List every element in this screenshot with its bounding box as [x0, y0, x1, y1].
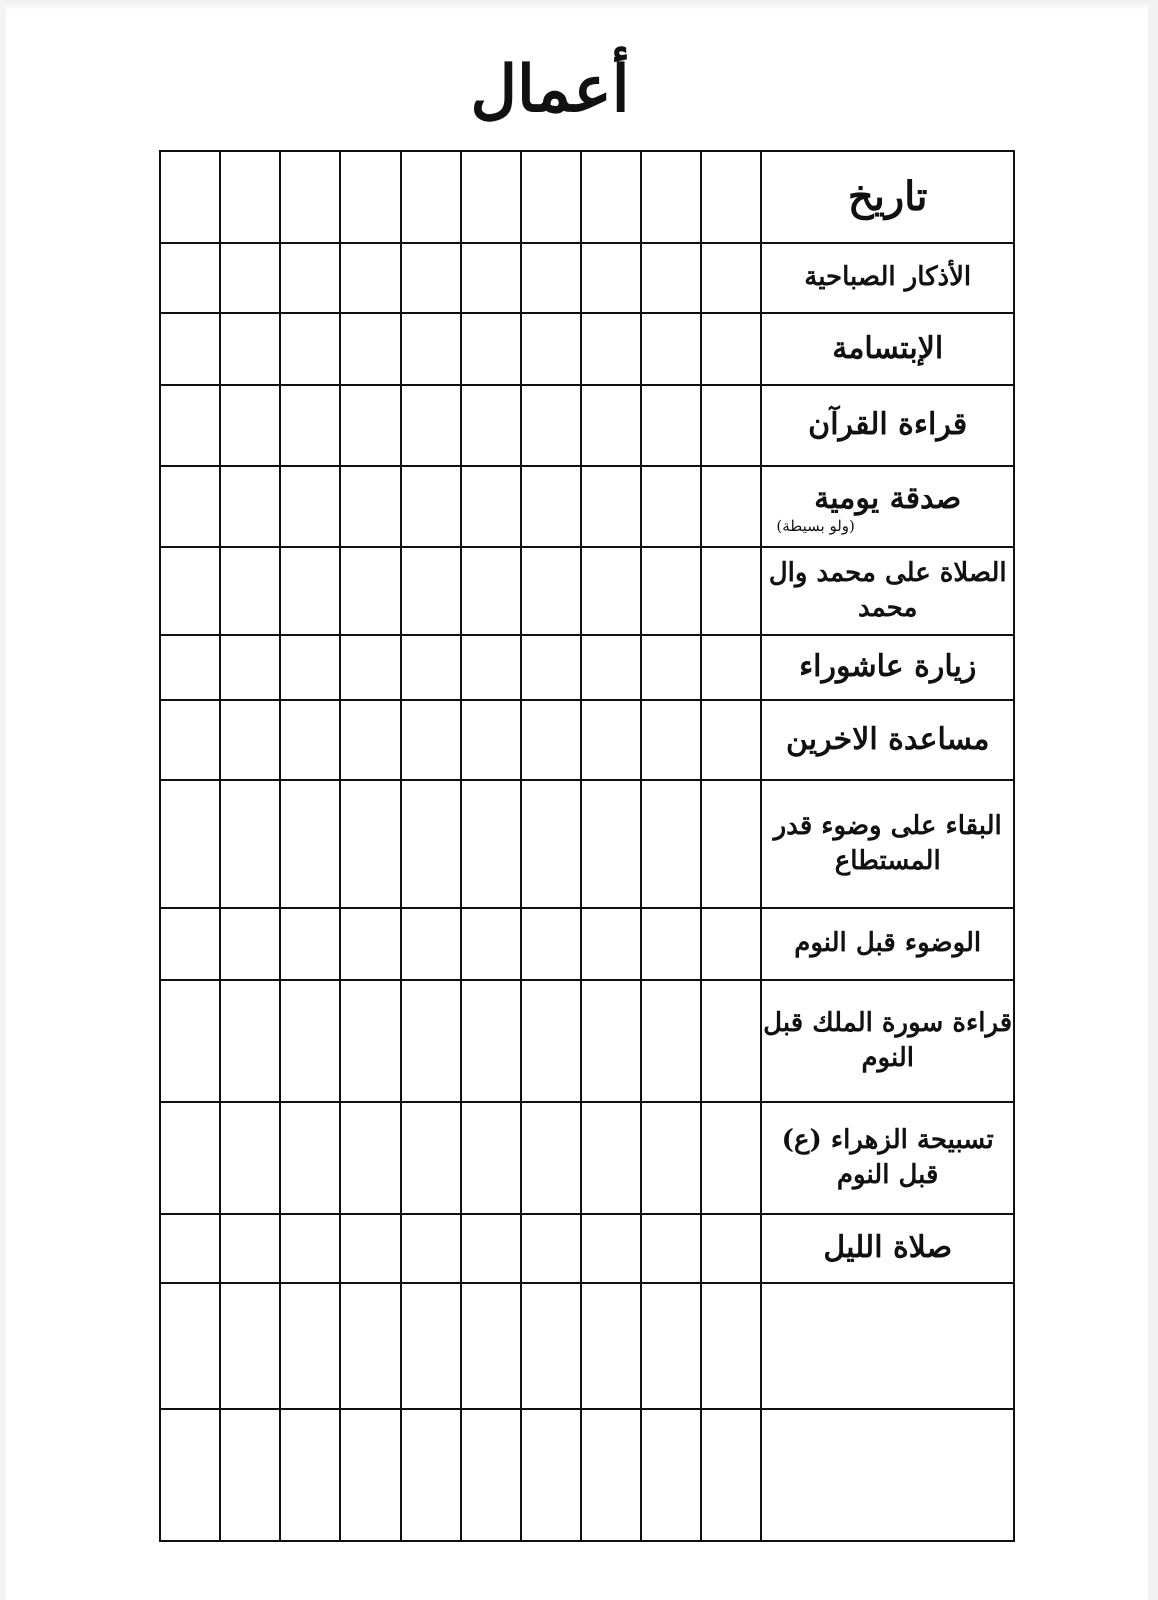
check-cell[interactable] — [220, 547, 280, 635]
check-cell[interactable] — [220, 980, 280, 1102]
check-cell[interactable] — [340, 780, 400, 908]
check-cell[interactable] — [581, 1214, 641, 1283]
check-cell[interactable] — [641, 466, 701, 547]
check-cell[interactable] — [160, 1102, 220, 1214]
check-cell[interactable] — [701, 635, 761, 700]
check-cell[interactable] — [280, 385, 340, 466]
check-cell[interactable] — [581, 1102, 641, 1214]
check-cell[interactable] — [701, 243, 761, 313]
table-row — [160, 1214, 1014, 1283]
check-cell[interactable] — [280, 1283, 340, 1409]
activity-label — [761, 313, 1014, 385]
check-cell[interactable] — [461, 980, 521, 1102]
activity-label-text: قراءة القرآن — [808, 407, 968, 443]
table-row — [160, 313, 1014, 385]
check-cell[interactable] — [701, 1214, 761, 1283]
check-cell[interactable] — [220, 908, 280, 980]
check-cell[interactable] — [160, 385, 220, 466]
check-cell[interactable] — [160, 1214, 220, 1283]
check-cell[interactable] — [581, 547, 641, 635]
activity-label-text: زيارة عاشوراء — [799, 649, 977, 685]
check-cell[interactable] — [581, 466, 641, 547]
check-cell[interactable] — [401, 700, 461, 780]
check-cell[interactable] — [340, 700, 400, 780]
check-cell[interactable] — [160, 243, 220, 313]
check-cell[interactable] — [701, 980, 761, 1102]
table-row — [160, 243, 1014, 313]
check-cell[interactable] — [521, 313, 581, 385]
check-cell[interactable] — [280, 547, 340, 635]
check-cell[interactable] — [581, 908, 641, 980]
table-row — [160, 908, 1014, 980]
date-cell[interactable] — [461, 151, 521, 243]
check-cell[interactable] — [280, 700, 340, 780]
date-cell[interactable] — [401, 151, 461, 243]
check-cell[interactable] — [220, 466, 280, 547]
check-cell[interactable] — [701, 466, 761, 547]
check-cell[interactable] — [521, 385, 581, 466]
table-row — [160, 1283, 1014, 1409]
check-cell[interactable] — [461, 1283, 521, 1409]
check-cell[interactable] — [220, 635, 280, 700]
date-cell[interactable] — [220, 151, 280, 243]
date-header-label — [761, 151, 1014, 243]
check-cell[interactable] — [160, 908, 220, 980]
date-cell[interactable] — [581, 151, 641, 243]
check-cell[interactable] — [401, 1409, 461, 1541]
check-cell[interactable] — [220, 1409, 280, 1541]
activity-label-text: تسبيحة الزهراء (ع) قبل النوم — [781, 1124, 994, 1190]
check-cell[interactable] — [401, 385, 461, 466]
activity-label — [761, 980, 1014, 1102]
check-cell[interactable] — [340, 243, 400, 313]
check-cell[interactable] — [340, 980, 400, 1102]
check-cell[interactable] — [641, 1214, 701, 1283]
activity-label — [761, 466, 1014, 547]
check-cell[interactable] — [701, 313, 761, 385]
check-cell[interactable] — [461, 313, 521, 385]
activity-label-text: تاريخ — [847, 173, 928, 220]
check-cell[interactable] — [521, 1214, 581, 1283]
check-cell[interactable] — [641, 780, 701, 908]
check-cell[interactable] — [280, 908, 340, 980]
check-cell[interactable] — [581, 700, 641, 780]
check-cell[interactable] — [401, 1283, 461, 1409]
check-cell[interactable] — [701, 780, 761, 908]
check-cell[interactable] — [641, 313, 701, 385]
check-cell[interactable] — [581, 780, 641, 908]
check-cell[interactable] — [581, 313, 641, 385]
check-cell[interactable] — [641, 547, 701, 635]
activity-label — [761, 1214, 1014, 1283]
check-cell[interactable] — [340, 1409, 400, 1541]
check-cell[interactable] — [461, 243, 521, 313]
check-cell[interactable] — [220, 1283, 280, 1409]
check-cell[interactable] — [401, 908, 461, 980]
activity-label — [761, 385, 1014, 466]
check-cell[interactable] — [220, 1214, 280, 1283]
check-cell[interactable] — [401, 780, 461, 908]
check-cell[interactable] — [461, 700, 521, 780]
check-cell[interactable] — [461, 1409, 521, 1541]
activity-label — [761, 1102, 1014, 1214]
check-cell[interactable] — [701, 385, 761, 466]
check-cell[interactable] — [160, 700, 220, 780]
page-top-edge — [0, 0, 1158, 10]
check-cell[interactable] — [521, 547, 581, 635]
check-cell[interactable] — [641, 700, 701, 780]
check-cell[interactable] — [401, 1214, 461, 1283]
check-cell[interactable] — [641, 1283, 701, 1409]
page-left-edge — [0, 0, 6, 1600]
check-cell[interactable] — [340, 466, 400, 547]
check-cell[interactable] — [220, 780, 280, 908]
check-cell[interactable] — [401, 313, 461, 385]
check-cell[interactable] — [160, 547, 220, 635]
check-cell[interactable] — [160, 780, 220, 908]
check-cell[interactable] — [581, 385, 641, 466]
activity-label-text: الأذكار الصباحية — [804, 262, 972, 293]
check-cell[interactable] — [280, 635, 340, 700]
check-cell[interactable] — [641, 908, 701, 980]
check-cell[interactable] — [521, 466, 581, 547]
check-cell[interactable] — [340, 635, 400, 700]
check-cell[interactable] — [581, 1409, 641, 1541]
check-cell[interactable] — [701, 547, 761, 635]
check-cell[interactable] — [581, 243, 641, 313]
activity-label — [761, 1409, 1014, 1541]
check-cell[interactable] — [701, 908, 761, 980]
activity-label — [761, 908, 1014, 980]
check-cell[interactable] — [641, 1409, 701, 1541]
activity-label — [761, 243, 1014, 313]
check-cell[interactable] — [340, 547, 400, 635]
check-cell[interactable] — [220, 700, 280, 780]
check-cell[interactable] — [160, 635, 220, 700]
check-cell[interactable] — [160, 466, 220, 547]
activity-label-text: الوضوء قبل النوم — [794, 928, 982, 959]
check-cell[interactable] — [641, 243, 701, 313]
check-cell[interactable] — [461, 908, 521, 980]
check-cell[interactable] — [401, 1102, 461, 1214]
check-cell[interactable] — [280, 313, 340, 385]
check-cell[interactable] — [521, 908, 581, 980]
activity-label — [761, 780, 1014, 908]
check-cell[interactable] — [461, 1214, 521, 1283]
check-cell[interactable] — [160, 1409, 220, 1541]
check-cell[interactable] — [641, 980, 701, 1102]
date-cell[interactable] — [521, 151, 581, 243]
check-cell[interactable] — [641, 1102, 701, 1214]
check-cell[interactable] — [461, 385, 521, 466]
check-cell[interactable] — [521, 980, 581, 1102]
activity-label-text: صدقة يومية — [814, 481, 962, 517]
check-cell[interactable] — [641, 385, 701, 466]
check-cell[interactable] — [340, 1214, 400, 1283]
table-row — [160, 385, 1014, 466]
check-cell[interactable] — [280, 1409, 340, 1541]
check-cell[interactable] — [521, 243, 581, 313]
check-cell[interactable] — [461, 1102, 521, 1214]
table-row — [160, 466, 1014, 547]
activity-label — [761, 1283, 1014, 1409]
check-cell[interactable] — [581, 635, 641, 700]
check-cell[interactable] — [521, 1102, 581, 1214]
check-cell[interactable] — [701, 700, 761, 780]
check-cell[interactable] — [581, 1283, 641, 1409]
table-row — [160, 1409, 1014, 1541]
check-cell[interactable] — [401, 243, 461, 313]
table-row — [160, 700, 1014, 780]
activity-label-text: قراءة سورة الملك قبل النوم — [763, 1007, 1013, 1073]
activity-label-text: البقاء على وضوء قدر المستطاع — [773, 810, 1002, 876]
check-cell[interactable] — [641, 635, 701, 700]
activity-label-text: مساعدة الاخرين — [785, 721, 990, 757]
activity-label-text: صلاة الليل — [823, 1230, 953, 1266]
activity-label-text: الصلاة على محمد وال محمد — [768, 557, 1007, 623]
check-cell[interactable] — [340, 908, 400, 980]
activity-label-text: الإبتسامة — [832, 330, 944, 366]
check-cell[interactable] — [461, 780, 521, 908]
check-cell[interactable] — [280, 1102, 340, 1214]
check-cell[interactable] — [340, 313, 400, 385]
check-cell[interactable] — [340, 1283, 400, 1409]
check-cell[interactable] — [401, 635, 461, 700]
check-cell[interactable] — [160, 980, 220, 1102]
check-cell[interactable] — [701, 1283, 761, 1409]
check-cell[interactable] — [280, 466, 340, 547]
check-cell[interactable] — [461, 547, 521, 635]
tracking-table — [159, 150, 1015, 1542]
check-cell[interactable] — [340, 385, 400, 466]
check-cell[interactable] — [340, 1102, 400, 1214]
check-cell[interactable] — [521, 1283, 581, 1409]
date-cell[interactable] — [701, 151, 761, 243]
check-cell[interactable] — [280, 243, 340, 313]
check-cell[interactable] — [280, 780, 340, 908]
check-cell[interactable] — [701, 1102, 761, 1214]
check-cell[interactable] — [521, 1409, 581, 1541]
check-cell[interactable] — [160, 313, 220, 385]
check-cell[interactable] — [401, 980, 461, 1102]
check-cell[interactable] — [461, 466, 521, 547]
check-cell[interactable] — [160, 1283, 220, 1409]
check-cell[interactable] — [701, 1409, 761, 1541]
page-right-edge — [1148, 0, 1158, 1600]
date-cell[interactable] — [641, 151, 701, 243]
check-cell[interactable] — [401, 466, 461, 547]
check-cell[interactable] — [220, 385, 280, 466]
table-row — [160, 780, 1014, 908]
check-cell[interactable] — [280, 980, 340, 1102]
header-row — [160, 151, 1014, 243]
activity-label — [761, 635, 1014, 700]
table-row — [160, 547, 1014, 635]
check-cell[interactable] — [280, 1214, 340, 1283]
check-cell[interactable] — [521, 635, 581, 700]
check-cell[interactable] — [220, 1102, 280, 1214]
table-row — [160, 635, 1014, 700]
date-cell[interactable] — [340, 151, 400, 243]
table-row — [160, 980, 1014, 1102]
check-cell[interactable] — [461, 635, 521, 700]
check-cell[interactable] — [521, 780, 581, 908]
date-cell[interactable] — [160, 151, 220, 243]
check-cell[interactable] — [220, 313, 280, 385]
activity-note: (ولو بسيطة) — [776, 516, 855, 535]
page-title: أعمال — [470, 52, 630, 127]
check-cell[interactable] — [220, 243, 280, 313]
check-cell[interactable] — [521, 700, 581, 780]
check-cell[interactable] — [581, 980, 641, 1102]
check-cell[interactable] — [401, 547, 461, 635]
date-cell[interactable] — [280, 151, 340, 243]
activity-label — [761, 700, 1014, 780]
activity-label — [761, 547, 1014, 635]
table-row — [160, 1102, 1014, 1214]
